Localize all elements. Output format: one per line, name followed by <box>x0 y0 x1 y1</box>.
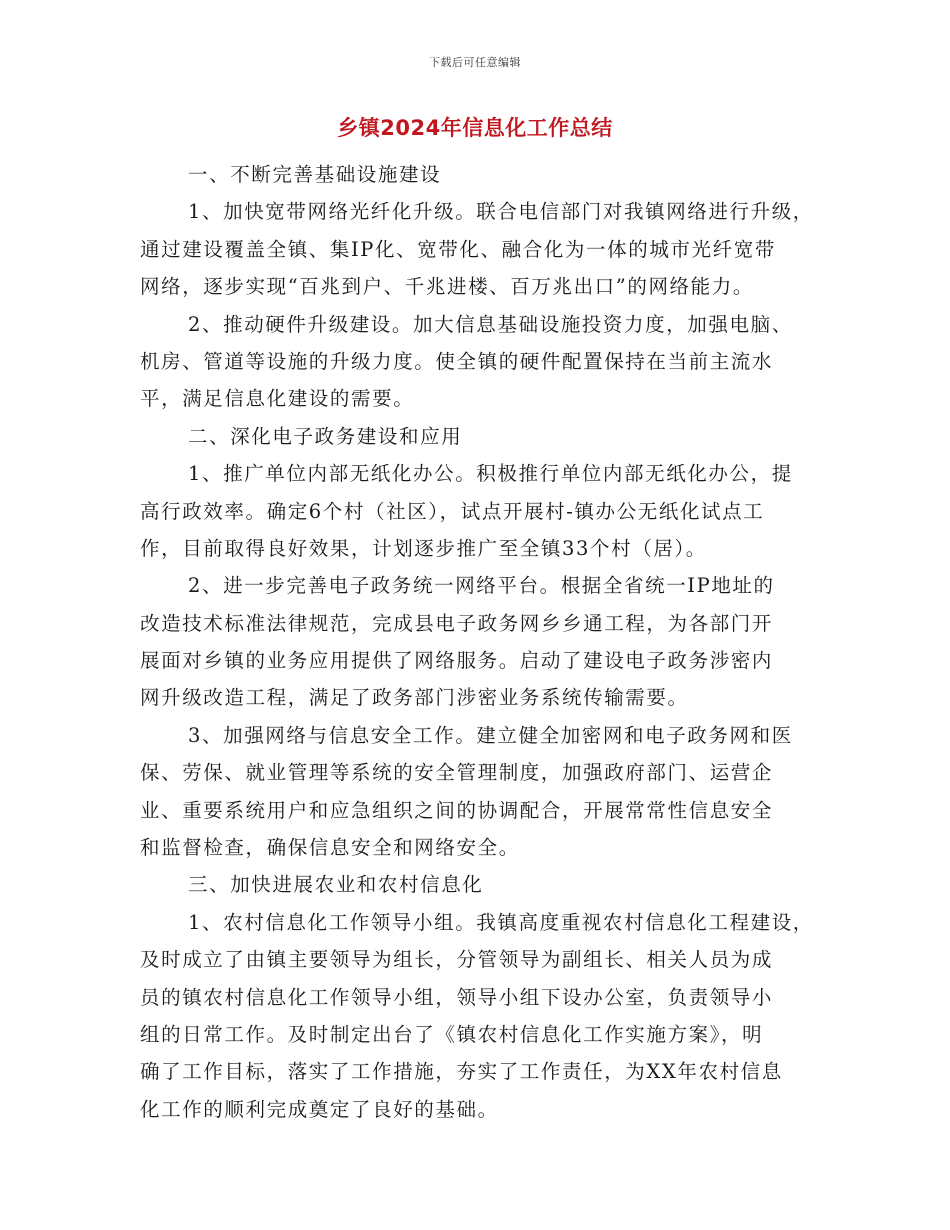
paragraph-line: 组的日常工作。及时制定出台了《镇农村信息化工作实施方案》，明 <box>140 1022 764 1046</box>
paragraph-line: 网络，逐步实现“百兆到户、千兆进楼、百万兆出口”的网络能力。 <box>140 275 754 299</box>
paragraph-line: 2、进一步完善电子政务统一网络平台。根据全省统一IP地址的 <box>188 574 775 598</box>
document-body <box>140 156 820 1128</box>
paragraph-line: 保、劳保、就业管理等系统的安全管理制度，加强政府部门、运营企 <box>140 761 774 785</box>
paragraph-line: 及时成立了由镇主要领导为组长，分管领导为副组长、相关人员为成 <box>140 948 774 972</box>
paragraph-line: 展面对乡镇的业务应用提供了网络服务。启动了建设电子政务涉密内 <box>140 649 774 673</box>
paragraph-line: 改造技术标准法律规范，完成县电子政务网乡乡通工程，为各部门开 <box>140 611 774 635</box>
paragraph-line: 机房、管道等设施的升级力度。使全镇的硬件配置保持在当前主流水 <box>140 349 774 373</box>
paragraph-line: 1、农村信息化工作领导小组。我镇高度重视农村信息化工程建设， <box>188 910 814 934</box>
paragraph-line: 高行政效率。确定6个村（社区），试点开展村-镇办公无纸化试点工 <box>140 499 765 523</box>
paragraph-line: 1、推广单位内部无纸化办公。积极推行单位内部无纸化办公，提 <box>188 462 793 486</box>
section-heading: 二、深化电子政务建设和应用 <box>188 424 463 448</box>
paragraph-line: 和监督检查，确保信息安全和网络安全。 <box>140 836 520 860</box>
paragraph-line: 通过建设覆盖全镇、集IP化、宽带化、融合化为一体的城市光纤宽带 <box>140 237 776 261</box>
paragraph-line: 平，满足信息化建设的需要。 <box>140 387 415 411</box>
paragraph-line: 网升级改造工程，满足了政务部门涉密业务系统传输需要。 <box>140 686 689 710</box>
section-heading: 三、加快进展农业和农村信息化 <box>188 873 484 897</box>
paragraph-line: 3、加强网络与信息安全工作。建立健全加密网和电子政务网和医 <box>188 723 793 747</box>
paragraph-line: 化工作的顺利完成奠定了良好的基础。 <box>140 1097 499 1121</box>
document-title: 乡镇2024年信息化工作总结 <box>337 116 613 140</box>
paragraph-line: 2、推动硬件升级建设。加大信息基础设施投资力度，加强电脑、 <box>188 312 793 336</box>
paragraph-line: 业、重要系统用户和应急组织之间的协调配合，开展常常性信息安全 <box>140 798 774 822</box>
paragraph-line: 1、加快宽带网络光纤化升级。联合电信部门对我镇网络进行升级， <box>188 200 814 224</box>
paragraph-line: 作，目前取得良好效果，计划逐步推广至全镇33个村（居）。 <box>140 536 707 560</box>
page-header-note: 下载后可任意编辑 <box>429 56 521 69</box>
section-heading: 一、不断完善基础设施建设 <box>188 163 442 186</box>
paragraph-line: 确了工作目标，落实了工作措施，夯实了工作责任，为XX年农村信息 <box>140 1060 783 1084</box>
paragraph-line: 员的镇农村信息化工作领导小组，领导小组下设办公室，负责领导小 <box>140 985 774 1009</box>
